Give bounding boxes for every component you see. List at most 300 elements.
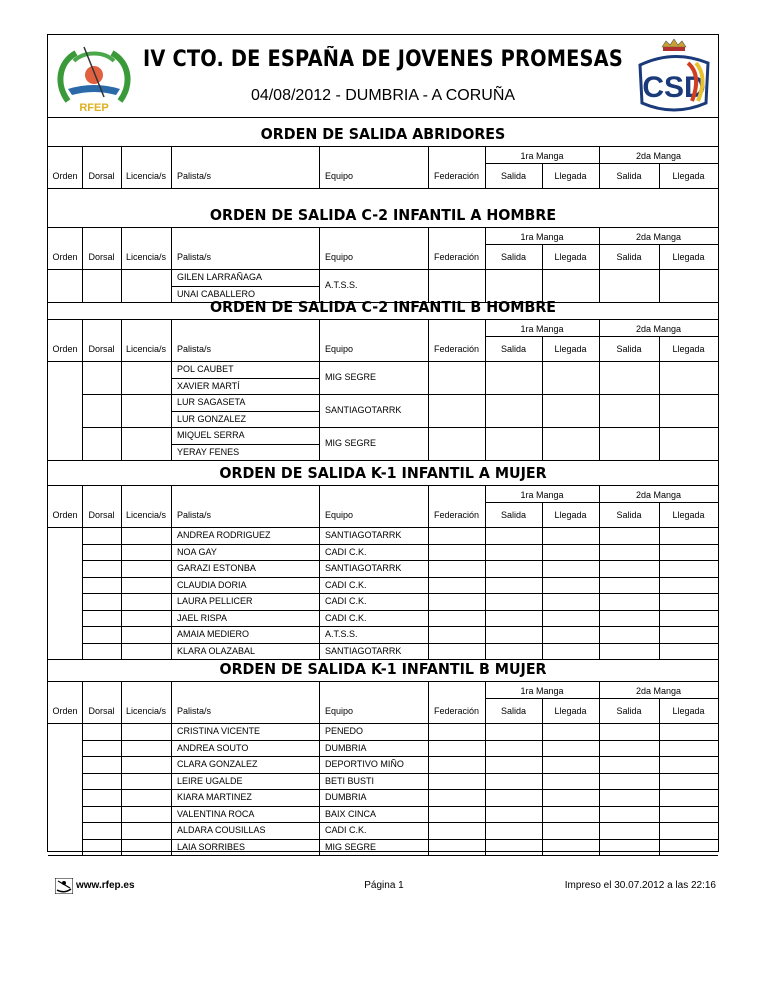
row-divider (82, 806, 718, 807)
federacion-header: Federación (433, 510, 480, 520)
column-divider (599, 544, 600, 561)
page-title: IV CTO. DE ESPAÑA DE JOVENES PROMESAS (143, 47, 623, 72)
manga-1-header: 1ra Manga (520, 490, 564, 500)
equipo-header: Equipo (325, 706, 354, 716)
manga-1-header: 1ra Manga (520, 232, 564, 242)
palista-name: ANDREA RODRIGUEZ (177, 530, 271, 540)
salida-2-header: Salida (616, 344, 642, 354)
column-divider (428, 577, 429, 594)
manga-1-header: 1ra Manga (520, 324, 564, 334)
column-divider (319, 643, 320, 660)
column-divider (82, 681, 83, 723)
salida-2-header: Salida (616, 171, 642, 181)
palista-name: LUR SAGASETA (177, 397, 246, 407)
dorsal-header: Dorsal (88, 252, 115, 262)
salida-1-header: Salida (500, 706, 527, 716)
column-divider (599, 806, 600, 823)
column-divider (121, 146, 122, 188)
column-divider (542, 336, 543, 361)
llegada-2-header: Llegada (672, 252, 705, 262)
column-divider (542, 427, 543, 460)
column-divider (171, 806, 172, 823)
column-divider (485, 723, 486, 740)
equipo-name: CADI C.K. (325, 825, 367, 835)
column-divider (485, 822, 486, 839)
salida-1-header: Salida (500, 171, 527, 181)
column-divider (121, 681, 122, 723)
manga-2-header: 2da Manga (635, 490, 682, 500)
column-divider (82, 593, 83, 610)
palista-name: YERAY FENES (177, 446, 240, 457)
dorsal-header: Dorsal (88, 706, 115, 716)
column-divider (428, 643, 429, 660)
column-divider (82, 789, 83, 806)
column-divider (319, 789, 320, 806)
column-divider (659, 560, 660, 577)
column-divider (659, 593, 660, 610)
column-divider (599, 822, 600, 839)
column-divider (319, 544, 320, 561)
column-divider (542, 723, 543, 740)
column-divider (542, 163, 543, 188)
column-divider (542, 560, 543, 577)
palista-name: GILEN LARRAÑAGA (177, 272, 263, 282)
column-divider (659, 163, 660, 188)
row-divider (48, 227, 718, 228)
column-divider (82, 806, 83, 823)
column-divider (428, 626, 429, 643)
column-divider (659, 361, 660, 394)
column-divider (599, 723, 600, 740)
footer-page-number: Página 1 (364, 880, 404, 891)
row-divider (82, 822, 718, 823)
column-divider (319, 527, 320, 544)
equipo-header: Equipo (325, 344, 354, 354)
salida-1-header: Salida (500, 510, 527, 520)
column-divider (485, 227, 486, 269)
column-divider (171, 593, 172, 610)
column-divider (485, 319, 486, 361)
palista-name: UNAI CABALLERO (177, 288, 256, 299)
column-divider (599, 681, 600, 723)
palista-name: ANDREA SOUTO (177, 742, 249, 753)
column-divider (121, 227, 122, 269)
column-divider (319, 839, 320, 856)
palista-name: ALDARA COUSILLAS (177, 825, 266, 835)
equipo-name: SANTIAGOTARRK (325, 405, 402, 415)
section-title: ORDEN DE SALIDA ABRIDORES (260, 125, 506, 143)
footer-website: www.rfep.es (76, 880, 135, 891)
column-divider (659, 698, 660, 723)
column-divider (659, 806, 660, 823)
column-divider (599, 394, 600, 427)
llegada-2-header: Llegada (672, 344, 705, 354)
column-divider (121, 610, 122, 627)
column-divider (121, 723, 122, 740)
column-divider (659, 773, 660, 790)
llegada-1-header: Llegada (554, 252, 587, 262)
orden-header: Orden (52, 706, 78, 716)
column-divider (599, 839, 600, 856)
row-divider (82, 544, 718, 545)
column-divider (319, 610, 320, 627)
column-divider (542, 756, 543, 773)
salida-2-header: Salida (616, 706, 642, 716)
column-divider (82, 723, 83, 740)
column-divider (171, 485, 172, 527)
column-divider (121, 593, 122, 610)
salida-2-header: Salida (616, 510, 642, 520)
column-divider (542, 643, 543, 660)
licencia-header: Licencia/s (125, 344, 167, 354)
column-divider (319, 319, 320, 361)
column-divider (82, 394, 83, 427)
column-divider (82, 146, 83, 188)
salida-2-header: Salida (616, 252, 642, 262)
column-divider (171, 773, 172, 790)
column-divider (82, 839, 83, 856)
column-divider (82, 485, 83, 527)
row-divider (82, 740, 718, 741)
column-divider (428, 723, 429, 740)
column-divider (599, 146, 600, 188)
column-divider (659, 244, 660, 269)
row-divider (485, 163, 718, 164)
column-divider (485, 593, 486, 610)
column-divider (82, 577, 83, 594)
row-divider (485, 698, 718, 699)
palista-name: MIQUEL SERRA (177, 430, 245, 440)
column-divider (659, 544, 660, 561)
palista-name: AMAIA MEDIERO (177, 629, 250, 639)
row-divider (48, 723, 718, 724)
column-divider (659, 427, 660, 460)
palista-name: NOA GAY (177, 546, 217, 557)
column-divider (542, 544, 543, 561)
csd-logo-icon (634, 39, 712, 115)
column-divider (319, 485, 320, 527)
column-divider (542, 244, 543, 269)
row-divider (82, 560, 718, 561)
column-divider (542, 839, 543, 856)
column-divider (485, 789, 486, 806)
equipo-name: DEPORTIVO MIÑO (325, 759, 404, 769)
column-divider (599, 610, 600, 627)
column-divider (659, 723, 660, 740)
column-divider (428, 544, 429, 561)
column-divider (171, 643, 172, 660)
palista-name: LAURA PELLICER (177, 596, 253, 606)
column-divider (319, 593, 320, 610)
column-divider (121, 626, 122, 643)
column-divider (599, 361, 600, 394)
column-divider (599, 593, 600, 610)
row-divider (82, 839, 718, 840)
column-divider (599, 626, 600, 643)
column-divider (121, 577, 122, 594)
column-divider (542, 773, 543, 790)
equipo-name: A.T.S.S. (325, 280, 358, 290)
orden-header: Orden (52, 171, 78, 181)
manga-2-header: 2da Manga (635, 151, 682, 161)
column-divider (319, 773, 320, 790)
column-divider (659, 839, 660, 856)
row-divider (82, 643, 718, 644)
column-divider (599, 427, 600, 460)
row-divider (82, 773, 718, 774)
column-divider (542, 361, 543, 394)
licencia-header: Licencia/s (125, 510, 167, 520)
column-divider (428, 789, 429, 806)
manga-2-header: 2da Manga (635, 686, 682, 696)
column-divider (121, 427, 122, 460)
column-divider (659, 643, 660, 660)
column-divider (171, 227, 172, 269)
palista-name: GARAZI ESTONBA (177, 563, 256, 573)
column-divider (542, 577, 543, 594)
llegada-2-header: Llegada (672, 510, 705, 520)
federacion-header: Federación (433, 706, 480, 716)
row-divider (48, 361, 718, 362)
column-divider (428, 319, 429, 361)
column-divider (485, 527, 486, 544)
palista-header: Palista/s (177, 344, 212, 354)
manga-2-header: 2da Manga (635, 324, 682, 334)
column-divider (485, 394, 486, 427)
column-divider (599, 756, 600, 773)
equipo-header: Equipo (325, 171, 354, 181)
equipo-name: CADI C.K. (325, 596, 367, 606)
row-divider (48, 146, 718, 147)
column-divider (485, 839, 486, 856)
equipo-name: SANTIAGOTARRK (325, 645, 402, 656)
column-divider (485, 427, 486, 460)
row-divider (48, 319, 718, 320)
orden-header: Orden (52, 344, 78, 354)
column-divider (171, 626, 172, 643)
column-divider (82, 319, 83, 361)
column-divider (428, 227, 429, 269)
column-divider (82, 756, 83, 773)
column-divider (428, 806, 429, 823)
row-divider (82, 610, 718, 611)
section-title: ORDEN DE SALIDA C-2 INFANTIL A HOMBRE (209, 206, 557, 224)
column-divider (82, 227, 83, 269)
column-divider (171, 723, 172, 740)
row-divider (485, 502, 718, 503)
column-divider (542, 740, 543, 757)
palista-name: CLARA GONZALEZ (177, 759, 258, 769)
column-divider (121, 394, 122, 427)
column-divider (319, 723, 320, 740)
equipo-name: CADI C.K. (325, 546, 367, 557)
column-divider (121, 839, 122, 856)
column-divider (428, 681, 429, 723)
column-divider (659, 626, 660, 643)
column-divider (599, 485, 600, 527)
column-divider (599, 227, 600, 269)
llegada-1-header: Llegada (554, 510, 587, 520)
equipo-name: MIG SEGRE (325, 372, 377, 382)
equipo-name: BETI BUSTI (325, 775, 375, 786)
column-divider (171, 681, 172, 723)
column-divider (659, 394, 660, 427)
equipo-name: PENEDO (325, 726, 364, 736)
salida-1-header: Salida (500, 344, 527, 354)
column-divider (659, 789, 660, 806)
column-divider (599, 560, 600, 577)
column-divider (599, 527, 600, 544)
column-divider (121, 756, 122, 773)
column-divider (121, 560, 122, 577)
equipo-name: DUMBRIA (325, 792, 367, 802)
footer-printed-date: Impreso el 30.07.2012 a las 22:16 (564, 880, 716, 891)
equipo-name: CADI C.K. (325, 612, 367, 623)
csd-logo-text: CSD (642, 71, 706, 104)
column-divider (542, 593, 543, 610)
row-divider (171, 378, 319, 379)
column-divider (485, 756, 486, 773)
equipo-name: A.T.S.S. (325, 629, 358, 639)
row-divider (171, 411, 319, 412)
row-divider (48, 485, 718, 486)
federacion-header: Federación (433, 171, 480, 181)
column-divider (121, 361, 122, 394)
column-divider (82, 643, 83, 660)
column-divider (121, 544, 122, 561)
column-divider (171, 610, 172, 627)
column-divider (121, 485, 122, 527)
column-divider (542, 822, 543, 839)
row-divider (48, 681, 718, 682)
column-divider (82, 773, 83, 790)
column-divider (319, 560, 320, 577)
column-divider (599, 319, 600, 361)
section-title: ORDEN DE SALIDA K-1 INFANTIL A MUJER (219, 464, 547, 482)
column-divider (171, 740, 172, 757)
column-divider (485, 610, 486, 627)
column-divider (542, 698, 543, 723)
section-title: ORDEN DE SALIDA C-2 INFANTIL B HOMBRE (209, 298, 557, 316)
column-divider (599, 740, 600, 757)
row-divider (171, 444, 319, 445)
dorsal-header: Dorsal (88, 510, 115, 520)
palista-header: Palista/s (177, 252, 212, 262)
federacion-header: Federación (433, 252, 480, 262)
column-divider (485, 577, 486, 594)
column-divider (485, 806, 486, 823)
column-divider (319, 361, 320, 394)
column-divider (319, 146, 320, 188)
row-divider (48, 855, 718, 856)
equipo-name: CADI C.K. (325, 579, 367, 590)
equipo-header: Equipo (325, 252, 354, 262)
llegada-1-header: Llegada (554, 344, 587, 354)
column-divider (171, 319, 172, 361)
column-divider (542, 806, 543, 823)
column-divider (171, 756, 172, 773)
palista-name: VALENTINA ROCA (177, 808, 255, 819)
column-divider (599, 773, 600, 790)
column-divider (485, 485, 486, 527)
column-divider (319, 806, 320, 823)
column-divider (428, 427, 429, 460)
column-divider (599, 643, 600, 660)
column-divider (82, 610, 83, 627)
row-divider (82, 756, 718, 757)
palista-header: Palista/s (177, 171, 212, 181)
column-divider (485, 361, 486, 394)
row-divider (485, 336, 718, 337)
row-divider (82, 789, 718, 790)
column-divider (542, 527, 543, 544)
column-divider (319, 626, 320, 643)
licencia-header: Licencia/s (125, 706, 167, 716)
column-divider (428, 146, 429, 188)
column-divider (171, 577, 172, 594)
llegada-2-header: Llegada (672, 171, 705, 181)
column-divider (542, 394, 543, 427)
column-divider (485, 146, 486, 188)
column-divider (659, 822, 660, 839)
column-divider (428, 361, 429, 394)
column-divider (542, 610, 543, 627)
section-title: ORDEN DE SALIDA K-1 INFANTIL B MUJER (219, 660, 547, 678)
llegada-1-header: Llegada (554, 706, 587, 716)
salida-1-header: Salida (500, 252, 527, 262)
row-divider (48, 188, 718, 189)
column-divider (428, 822, 429, 839)
column-divider (171, 789, 172, 806)
palista-header: Palista/s (177, 510, 212, 520)
column-divider (542, 502, 543, 527)
column-divider (542, 789, 543, 806)
equipo-name: BAIX CINCA (325, 808, 377, 819)
row-divider (48, 460, 718, 461)
column-divider (485, 544, 486, 561)
column-divider (121, 643, 122, 660)
column-divider (319, 394, 320, 427)
column-divider (121, 773, 122, 790)
column-divider (82, 427, 83, 460)
equipo-name: MIG SEGRE (325, 438, 377, 448)
equipo-name: MIG SEGRE (325, 841, 377, 852)
column-divider (428, 593, 429, 610)
palista-name: KLARA OLAZABAL (177, 645, 256, 656)
dorsal-header: Dorsal (88, 344, 115, 354)
column-divider (428, 560, 429, 577)
column-divider (121, 527, 122, 544)
column-divider (485, 560, 486, 577)
equipo-header: Equipo (325, 510, 354, 520)
column-divider (82, 822, 83, 839)
column-divider (485, 626, 486, 643)
palista-name: LAIA SORRIBES (177, 841, 246, 852)
column-divider (659, 756, 660, 773)
federacion-header: Federación (433, 344, 480, 354)
equipo-name: SANTIAGOTARRK (325, 530, 402, 540)
column-divider (542, 626, 543, 643)
row-divider (82, 394, 718, 395)
column-divider (171, 527, 172, 544)
column-divider (171, 544, 172, 561)
rfep-logo-text: RFEP (79, 102, 109, 114)
column-divider (319, 577, 320, 594)
row-divider (171, 286, 319, 287)
palista-name: JAEL RISPA (177, 612, 228, 623)
column-divider (319, 822, 320, 839)
column-divider (82, 560, 83, 577)
